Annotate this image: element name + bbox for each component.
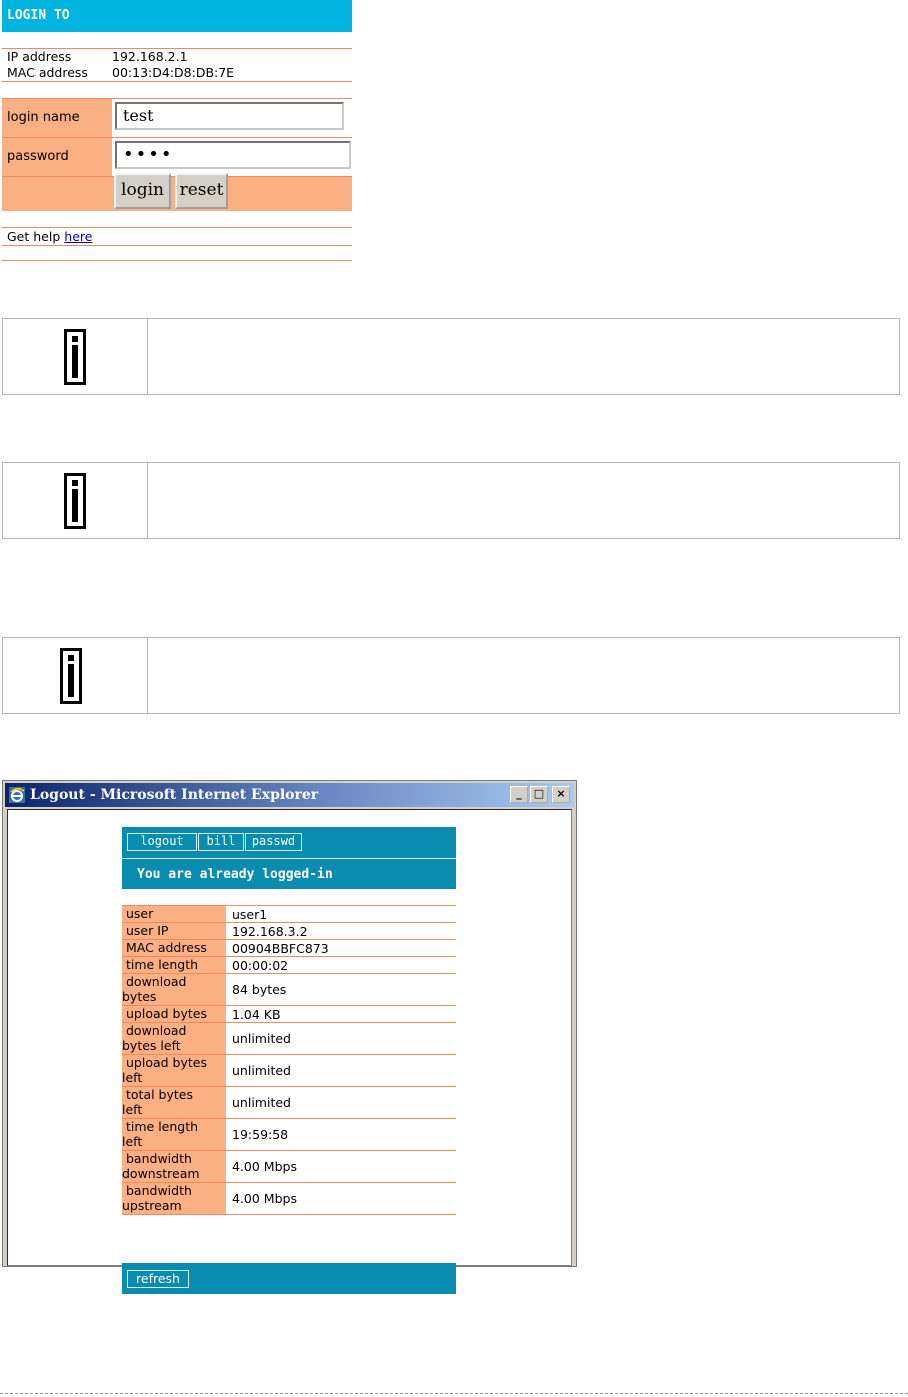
row-label [122,1055,226,1086]
login-form [2,98,352,211]
login-name-cell [112,99,352,137]
login-name-row [2,99,352,138]
row-label: time length [122,957,226,973]
login-header: LOGIN TO [2,0,352,32]
row-label [122,1151,226,1182]
row-value: 00:00:02 [232,957,289,973]
table-row [122,906,456,923]
divider [2,260,352,261]
login-name-input[interactable]: test [115,102,344,130]
row-label-line2: downstream [122,1166,200,1181]
tab-logout[interactable]: logout [127,833,197,851]
mac-row [2,65,352,81]
ie-window [2,780,577,1286]
row-label-line2: left [122,1070,143,1085]
row-label-line1: bandwidth [126,1183,192,1198]
row-label: user [122,906,226,922]
row-label: upload bytes [122,1006,226,1022]
row-label-line1: upload bytes [126,1055,207,1070]
row-value: 4.00 Mbps [232,1191,297,1206]
window-title: Logout - Microsoft Internet Explorer [30,787,319,803]
row-value: user1 [232,906,268,922]
row-label [122,1087,226,1118]
row-label-line2: bytes [122,989,157,1004]
note-icon-cell [3,463,148,538]
tab-bar [122,827,456,858]
row-value: unlimited [232,1095,291,1110]
row-value: 4.00 Mbps [232,1159,297,1174]
row-label-line1: total bytes [126,1087,193,1102]
row-label-line1: download [126,1023,187,1038]
login-panel [2,0,352,244]
note-box [2,637,900,714]
tab-passwd[interactable]: passwd [245,833,302,851]
minimize-button[interactable]: _ [510,786,528,803]
row-label-line1: download [126,974,187,989]
refresh-button[interactable]: refresh [127,1270,189,1288]
browser-content [7,809,572,1286]
row-label: MAC address [122,940,226,956]
mac-value: 00:13:D4:D8:DB:7E [112,65,235,80]
table-row [122,957,456,974]
status-banner: You are already logged-in [122,858,456,889]
ip-value: 192.168.2.1 [112,49,188,64]
table-row [122,923,456,940]
row-label-line2: left [122,1134,143,1149]
row-label-line2: bytes left [122,1038,181,1053]
password-cell [112,138,352,176]
row-label: user IP [122,923,226,939]
info-icon [64,329,86,385]
help-text: Get help [7,229,61,244]
row-value: 00904BBFC873 [232,940,329,956]
row-value: 1.04 KB [232,1006,281,1022]
ip-row [2,49,352,65]
table-row [122,1006,456,1023]
table-row [122,1055,456,1087]
row-label-line2: left [122,1102,143,1117]
info-icon [60,648,82,704]
tab-bill[interactable]: bill [198,833,244,851]
table-row [122,1023,456,1055]
row-label-line1: bandwidth [126,1151,192,1166]
table-row [122,1087,456,1119]
password-label: password [7,149,69,164]
password-input[interactable]: •••• [115,141,351,169]
note-icon-cell [3,319,148,394]
close-button[interactable]: × [552,786,570,803]
refresh-bar [122,1263,456,1294]
row-value: 84 bytes [232,982,287,997]
help-row [2,227,352,246]
password-row [2,138,352,177]
table-row [122,940,456,957]
mac-label: MAC address [7,65,88,80]
page-divider [0,1393,908,1394]
table-row [122,1183,456,1215]
info-icon [64,473,86,529]
table-row [122,1119,456,1151]
row-label [122,1183,226,1214]
table-row [122,974,456,1006]
ie-logo-icon [9,787,25,803]
maximize-button[interactable]: □ [530,786,548,803]
session-stats [122,905,456,1215]
note-icon-cell [3,638,148,713]
login-name-label: login name [7,110,80,125]
row-label [122,1119,226,1150]
window-titlebar[interactable] [5,783,574,807]
note-box [2,462,900,539]
login-button[interactable]: login [114,173,171,209]
row-label [122,974,226,1005]
row-value: unlimited [232,1031,291,1046]
note-box [2,318,900,395]
row-value: 192.168.3.2 [232,923,308,939]
device-info [2,48,352,82]
row-value: 19:59:58 [232,1127,289,1142]
row-value: unlimited [232,1063,291,1078]
ip-label: IP address [7,49,72,64]
row-label-line2: upstream [122,1198,182,1213]
row-label [122,1023,226,1054]
table-row [122,1151,456,1183]
reset-button[interactable]: reset [175,173,228,209]
row-label-line1: time length [126,1119,199,1134]
help-link[interactable]: here [64,229,93,244]
